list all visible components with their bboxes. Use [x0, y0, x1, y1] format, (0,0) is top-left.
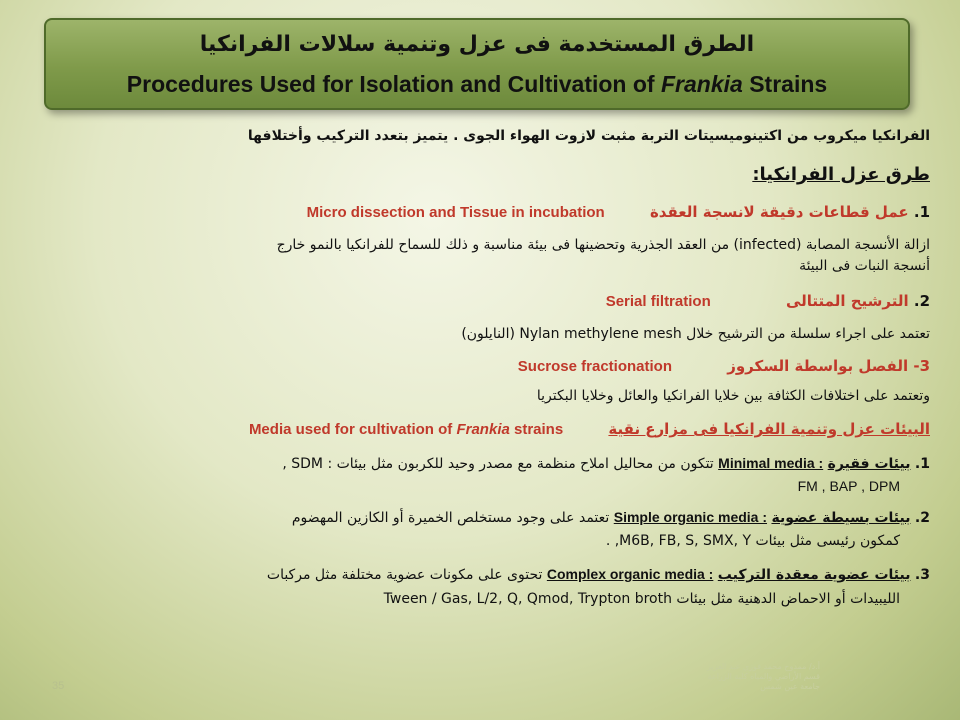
media-3-number: 3.: [914, 567, 930, 583]
method-2-arabic: الترشيح المتتالى: [785, 292, 909, 310]
media-3-english: Complex organic media :: [546, 566, 714, 582]
method-1-english: Micro dissection and Tissue in incubation: [306, 204, 605, 221]
footnote: أ.د/ ممدوح محمد فوزي عبد العزيز قسم الأراضي والمياه كلية الزراعة جامعة عين شمس: [706, 662, 820, 691]
media-heading-english-post: strains: [509, 421, 564, 438]
method-3-arabic: الفصل بواسطة السكروز: [727, 357, 909, 375]
title-english: [46, 71, 908, 98]
isolation-heading: طرق عزل الفرانكيا:: [752, 164, 930, 185]
media-heading-english-italic: Frankia: [456, 421, 510, 438]
media-2-arabic: بيئات بسيطة عضوية: [771, 510, 911, 526]
media-3-arabic: بيئات عضوية معقدة التركيب: [717, 567, 911, 583]
media-1-line1: [40, 455, 930, 472]
method-2-english: Serial filtration: [605, 293, 711, 310]
slide-number: 35: [52, 680, 65, 692]
media-3-line1: [40, 566, 930, 583]
method-1-heading: [40, 203, 930, 221]
media-heading: [40, 420, 930, 438]
media-2-desc-line1: تعتمد على وجود مستخلص الخميرة أو الكازين المهضوم: [291, 510, 610, 526]
method-3-desc: وتعتمد على اختلافات الكثافة بين خلايا الفرانكيا والعائل وخلايا البكتريا: [536, 388, 930, 404]
media-1-desc-line2: [40, 478, 930, 495]
media-heading-arabic: البيئات عزل وتنمية الفرانكيا فى مزارع نقية: [608, 420, 930, 438]
media-heading-english-pre: Media used for cultivation of: [248, 421, 457, 438]
media-2-number: 2.: [914, 510, 930, 526]
title-arabic: الطرق المستخدمة فى عزل وتنمية سلالات الفرانكيا: [199, 32, 755, 57]
media-2-desc-line2: كمكون رئيسى مثل بيئات M6B, FB, S, SMX, Y, .: [605, 533, 900, 549]
media-1-english: Minimal media :: [718, 455, 824, 471]
method-1-desc-line2: أنسجة النبات فى البيئة: [799, 258, 930, 274]
method-3-number: 3-: [913, 357, 930, 375]
method-2-number: 2.: [913, 292, 930, 310]
title-english-post: Strains: [742, 71, 828, 97]
media-1-number: 1.: [914, 456, 930, 472]
media-1-arabic: بيئات فقيرة: [827, 456, 911, 472]
media-1-list: FM , BAP , DPM: [797, 478, 900, 494]
media-2-english: Simple organic media :: [613, 509, 768, 525]
method-2-desc: تعتمد على اجراء سلسلة من الترشيح خلال Nylan methylene mesh (النايلون): [461, 326, 930, 342]
method-1-desc-line1: ازالة الأنسجة المصابة (infected) من العقد الجذرية وتحضينها فى بيئة مناسبة و ذلك للسماح للفرانكيا بالنمو خارج: [276, 237, 930, 253]
title-english-pre: Procedures Used for Isolation and Cultivation of: [126, 71, 661, 97]
title-english-italic: Frankia: [660, 71, 743, 97]
media-1-desc-line1: تتكون من محاليل املاح منظمة مع مصدر وحيد للكربون مثل بيئات : SDM ,: [282, 456, 714, 472]
media-3-desc-line1: تحتوى على مكونات عضوية مختلفة مثل مركبات: [266, 567, 543, 583]
media-heading-english: [249, 421, 563, 438]
method-2-heading: [40, 292, 930, 310]
method-1-number: 1.: [913, 203, 930, 221]
media-2-line1: [40, 509, 930, 526]
method-3-english: Sucrose fractionation: [517, 358, 672, 375]
method-1-arabic: عمل قطاعات دقيقة لانسجة العقدة: [649, 203, 909, 221]
media-3-desc-line2: الليبيدات أو الاحماض الدهنية مثل بيئات Tween / Gas, L/2, Q, Qmod, Trypton broth: [383, 591, 900, 607]
intro-text: الفرانكيا ميكروب من اكتينوميسيتات التربة مثبت لازوت الهواء الجوى . يتميز بتعدد التركيب وأختلافها: [247, 128, 930, 144]
method-3-heading: [40, 357, 930, 375]
title-box: [44, 18, 910, 110]
